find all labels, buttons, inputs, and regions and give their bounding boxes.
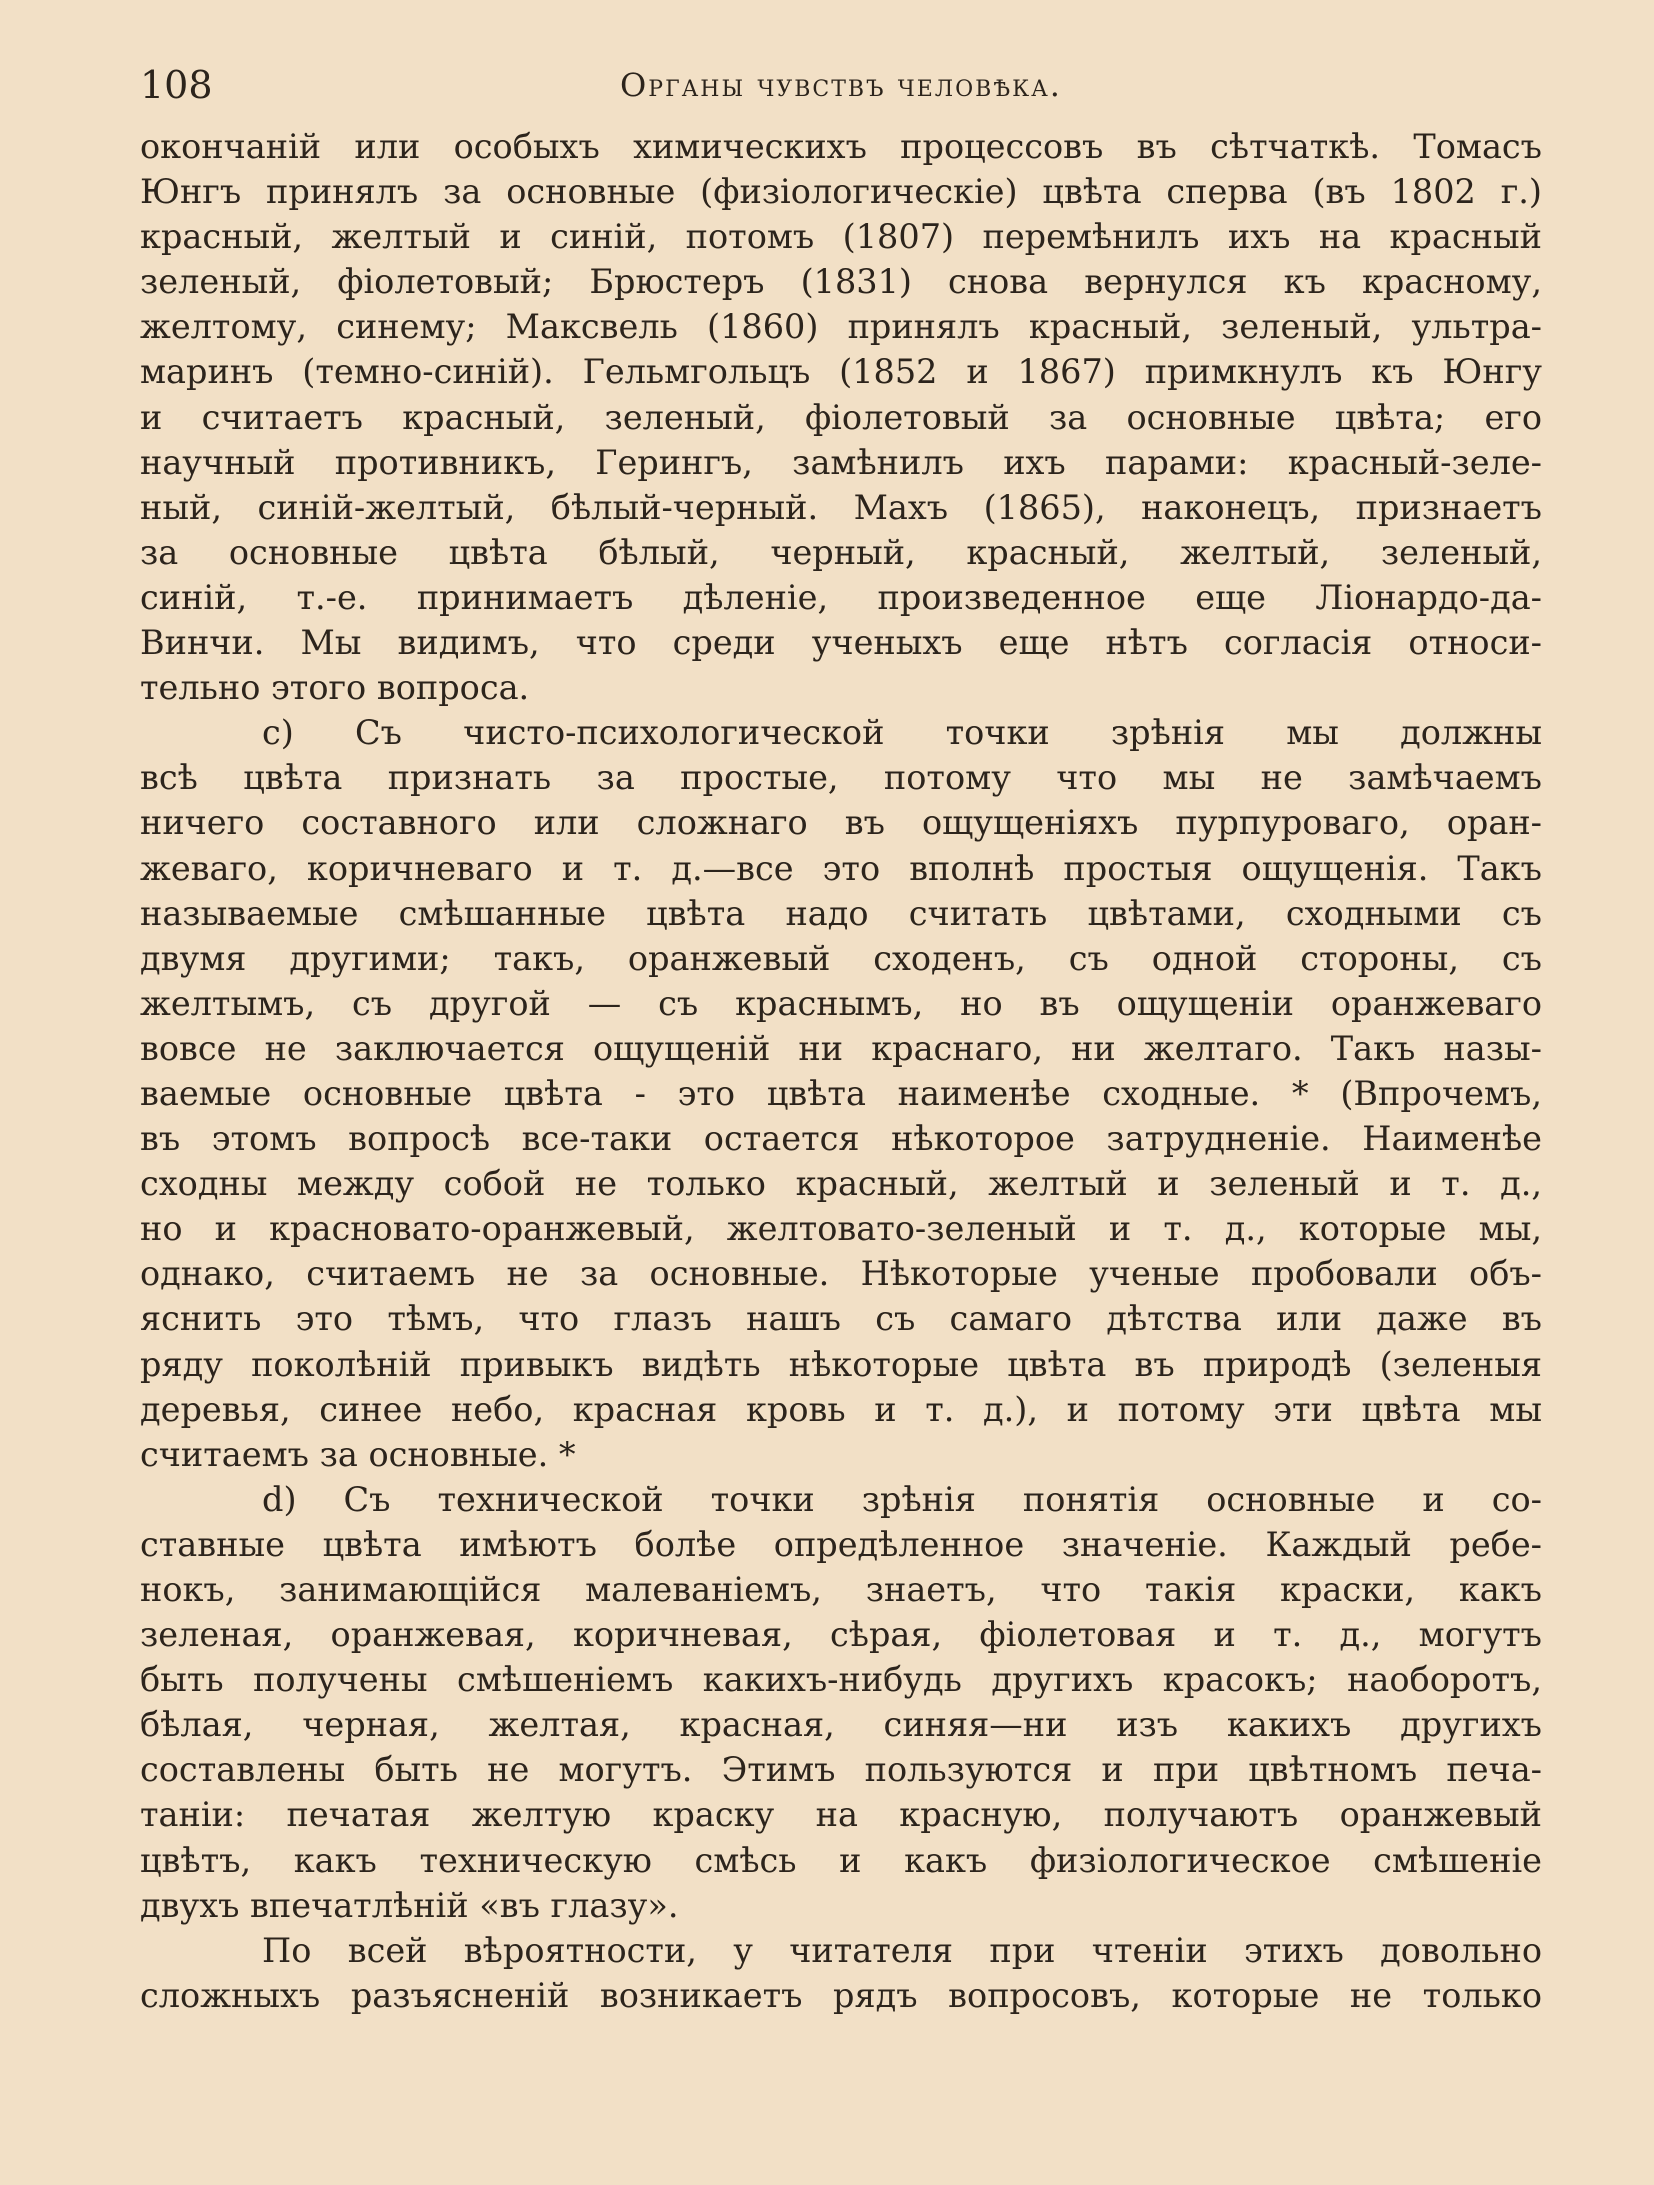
text-line-content: но и красновато-оранжевый, желтовато-зеленый и т. д., которые мы, xyxy=(140,1209,1542,1249)
text-line xyxy=(140,214,1542,259)
text-line xyxy=(140,1161,1542,1206)
text-line-content: ный, синій-желтый, бѣлый-черный. Махъ (1865), наконецъ, признаетъ xyxy=(140,487,1542,527)
text-line-content: тельно этого вопроса. xyxy=(140,668,530,708)
text-line xyxy=(140,1296,1542,1341)
text-line xyxy=(140,304,1542,349)
text-line xyxy=(140,800,1542,845)
page-number: 108 xyxy=(140,63,213,107)
text-line-content: быть получены смѣшеніемъ какихъ-нибудь другихъ красокъ; наоборотъ, xyxy=(140,1660,1542,1700)
body-text xyxy=(140,124,1542,2018)
text-line-content: нокъ, занимающійся малеваніемъ, знаетъ, что такія краски, какъ xyxy=(140,1570,1542,1609)
text-line xyxy=(140,1387,1542,1432)
text-line xyxy=(140,1702,1542,1747)
text-line xyxy=(140,1026,1542,1071)
text-line xyxy=(140,124,1542,169)
text-line xyxy=(140,395,1542,440)
text-line xyxy=(140,575,1542,620)
text-line xyxy=(140,485,1542,530)
text-line-content: По всей вѣроятности, у читателя при чтеніи этихъ довольно xyxy=(262,1930,1542,1970)
text-line-content: бѣлая, черная, желтая, красная, синяя—ни изъ какихъ другихъ xyxy=(140,1705,1542,1745)
text-line-content: ваемые основные цвѣта - это цвѣта наименѣе сходные. * (Впрочемъ, xyxy=(140,1073,1542,1113)
text-line xyxy=(140,1522,1542,1567)
text-line xyxy=(140,1432,1542,1477)
text-line-content: синій, т.-е. принимаетъ дѣленіе, произведенное еще Ліонардо-да- xyxy=(140,577,1542,617)
text-line xyxy=(140,530,1542,575)
text-line xyxy=(140,1928,1542,1973)
text-line xyxy=(140,1477,1542,1522)
text-line-content: однако, считаемъ не за основные. Нѣкоторые ученые пробовали объ- xyxy=(140,1254,1542,1294)
text-line-content: окончаній или особыхъ химическихъ процессовъ въ сѣтчаткѣ. Томасъ xyxy=(140,127,1542,166)
text-line xyxy=(140,1116,1542,1161)
text-line-content: зеленая, оранжевая, коричневая, сѣрая, фіолетовая и т. д., могутъ xyxy=(140,1615,1542,1655)
text-line-content: научный противникъ, Герингъ, замѣнилъ ихъ парами: красный-зеле- xyxy=(140,442,1542,482)
text-line xyxy=(140,1657,1542,1702)
text-line xyxy=(140,1251,1542,1296)
text-line-content: яснить это тѣмъ, что глазъ нашъ съ самаго дѣтства или даже въ xyxy=(140,1299,1542,1339)
text-line-content: цвѣтъ, какъ техническую смѣсь и какъ физіологическое смѣшеніе xyxy=(140,1840,1542,1880)
text-line xyxy=(140,349,1542,394)
text-line xyxy=(140,1792,1542,1837)
text-line xyxy=(140,936,1542,981)
text-line xyxy=(140,846,1542,891)
text-line xyxy=(140,1567,1542,1612)
text-line-content: всѣ цвѣта признать за простые, потому что мы не замѣчаемъ xyxy=(140,758,1542,798)
text-line xyxy=(140,1747,1542,1792)
text-line xyxy=(140,981,1542,1026)
text-line-content: составлены быть не могутъ. Этимъ пользуются и при цвѣтномъ печа- xyxy=(140,1750,1542,1790)
running-title: Органы чувствъ человѣка. xyxy=(620,66,1062,104)
text-line-content: считаемъ за основные. * xyxy=(140,1434,576,1474)
text-line xyxy=(140,1883,1542,1928)
text-line xyxy=(140,169,1542,214)
text-line xyxy=(140,891,1542,936)
text-line-content: желтымъ, съ другой — съ краснымъ, но въ ощущеніи оранжеваго xyxy=(140,983,1542,1023)
text-line xyxy=(140,1342,1542,1387)
text-line-content: и считаетъ красный, зеленый, фіолетовый за основные цвѣта; его xyxy=(140,397,1542,437)
text-line-content: маринъ (темно-синій). Гельмгольцъ (1852 и 1867) примкнулъ къ Юнгу xyxy=(140,352,1542,392)
text-line xyxy=(140,1206,1542,1251)
text-line xyxy=(140,259,1542,304)
text-line xyxy=(140,665,1542,710)
text-line xyxy=(140,620,1542,665)
text-line-content: d) Съ технической точки зрѣнія понятія основные и со- xyxy=(262,1479,1542,1519)
text-line-content: ничего составного или сложнаго въ ощущеніяхъ пурпуроваго, оран- xyxy=(140,803,1542,843)
text-line xyxy=(140,1612,1542,1657)
text-line xyxy=(140,755,1542,800)
text-line xyxy=(140,710,1542,755)
text-line-content: таніи: печатая желтую краску на красную, получаютъ оранжевый xyxy=(140,1795,1542,1835)
text-line-content: желтому, синему; Максвель (1860) принялъ красный, зеленый, ультра- xyxy=(140,307,1542,347)
text-line-content: двумя другими; такъ, оранжевый сходенъ, съ одной стороны, съ xyxy=(140,938,1542,978)
text-line-content: сходны между собой не только красный, желтый и зеленый и т. д., xyxy=(140,1164,1542,1204)
text-line xyxy=(140,1838,1542,1883)
text-line-content: называемые смѣшанные цвѣта надо считать цвѣтами, сходными съ xyxy=(140,893,1542,933)
text-line-content: двухъ впечатлѣній «въ глазу». xyxy=(140,1885,679,1925)
text-line-content: деревья, синее небо, красная кровь и т. д.), и потому эти цвѣта мы xyxy=(140,1389,1542,1429)
text-line-content: c) Съ чисто-психологической точки зрѣнія мы должны xyxy=(262,713,1542,753)
text-line-content: Винчи. Мы видимъ, что среди ученыхъ еще нѣтъ согласія относи- xyxy=(140,623,1542,663)
text-line-content: жеваго, коричневаго и т. д.—все это вполнѣ простыя ощущенія. Такъ xyxy=(140,848,1542,888)
text-line-content: Юнгъ принялъ за основные (физіологическіе) цвѣта сперва (въ 1802 г.) xyxy=(140,172,1542,212)
text-line xyxy=(140,1071,1542,1116)
text-line xyxy=(140,1973,1542,2018)
text-line-content: ставные цвѣта имѣютъ болѣе опредѣленное значеніе. Каждый ребе- xyxy=(140,1524,1542,1564)
text-line-content: въ этомъ вопросѣ все-таки остается нѣкоторое затрудненіе. Наименѣе xyxy=(140,1119,1542,1159)
text-line-content: ряду поколѣній привыкъ видѣть нѣкоторые цвѣта въ природѣ (зеленыя xyxy=(140,1344,1542,1384)
text-line-content: сложныхъ разъясненій возникаетъ рядъ вопросовъ, которые не только xyxy=(140,1975,1542,2015)
running-head xyxy=(140,58,1542,112)
text-line-content: зеленый, фіолетовый; Брюстеръ (1831) снова вернулся къ красному, xyxy=(140,262,1542,302)
text-line-content: за основные цвѣта бѣлый, черный, красный, желтый, зеленый, xyxy=(140,532,1542,572)
text-line-content: вовсе не заключается ощущеній ни краснаго, ни желтаго. Такъ назы- xyxy=(140,1028,1542,1068)
text-line xyxy=(140,440,1542,485)
text-line-content: красный, желтый и синій, потомъ (1807) перемѣнилъ ихъ на красный xyxy=(140,217,1542,257)
